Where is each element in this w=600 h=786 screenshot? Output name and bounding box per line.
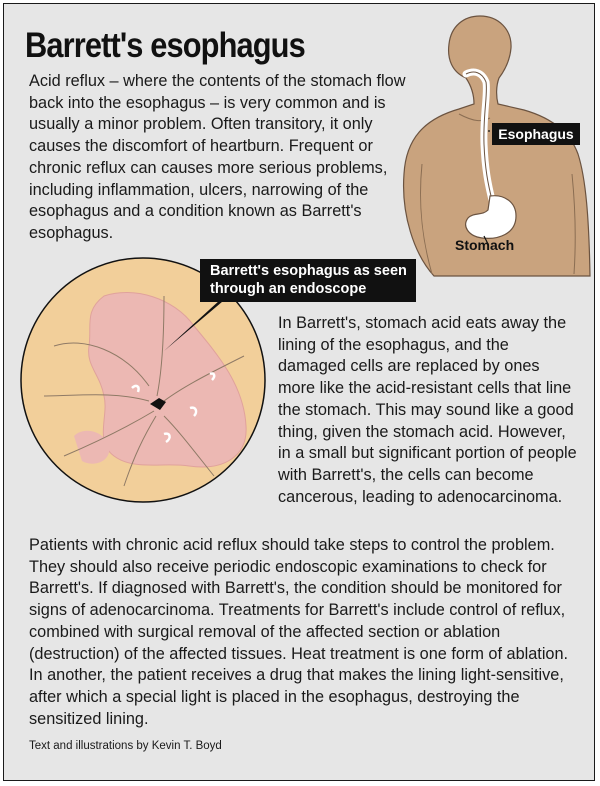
infographic-panel <box>3 3 595 781</box>
callout-line-1: Barrett's esophagus as seen <box>210 263 407 279</box>
page-title: Barrett's esophagus <box>25 26 305 65</box>
intro-paragraph: Acid reflux – where the contents of the stomach flow back into the esophagus – is very common and is usually a minor problem. Often transitory, it only causes the discomfort of heartburn. Frequent or chronic reflux can causes more serious problems, including inflammation, ulcers, narrowing of the esophagus and a condition known as Barrett's esophagus. <box>29 72 406 242</box>
credit-line: Text and illustrations by Kevin T. Boyd <box>29 740 222 752</box>
esophagus-label: Esophagus <box>492 123 580 145</box>
stomach-label: Stomach <box>455 237 515 253</box>
callout-line-2: through an endoscope <box>210 281 367 297</box>
treatment-paragraph: Patients with chronic acid reflux should take steps to control the problem. They should also receive periodic endoscopic examinations to check for Barrett's. If diagnosed with Barrett's, the condition should be monitored for signs of adenocarcinoma. Treatments for Barrett's include control of reflux, combined with surgical removal of the affected section or ablation (destruction) of the affected tissues. Heat treatment is one form of ablation. In another, the patient receives a drug that makes the lining light-sensitive, after which a special light is placed in the esophagus, destroying the sensitized lining. <box>29 536 569 728</box>
explanation-paragraph: In Barrett's, stomach acid eats away the lining of the esophagus, and the damaged cells are replaced by ones more like the acid-resistant cells that line the stomach. This may sound like a good thing, given the stomach acid. However, in a small but significant portion of people with Barrett's, the cells can become cancerous, leading to adenocarcinoma. <box>278 314 577 506</box>
endoscope-callout <box>200 259 416 302</box>
